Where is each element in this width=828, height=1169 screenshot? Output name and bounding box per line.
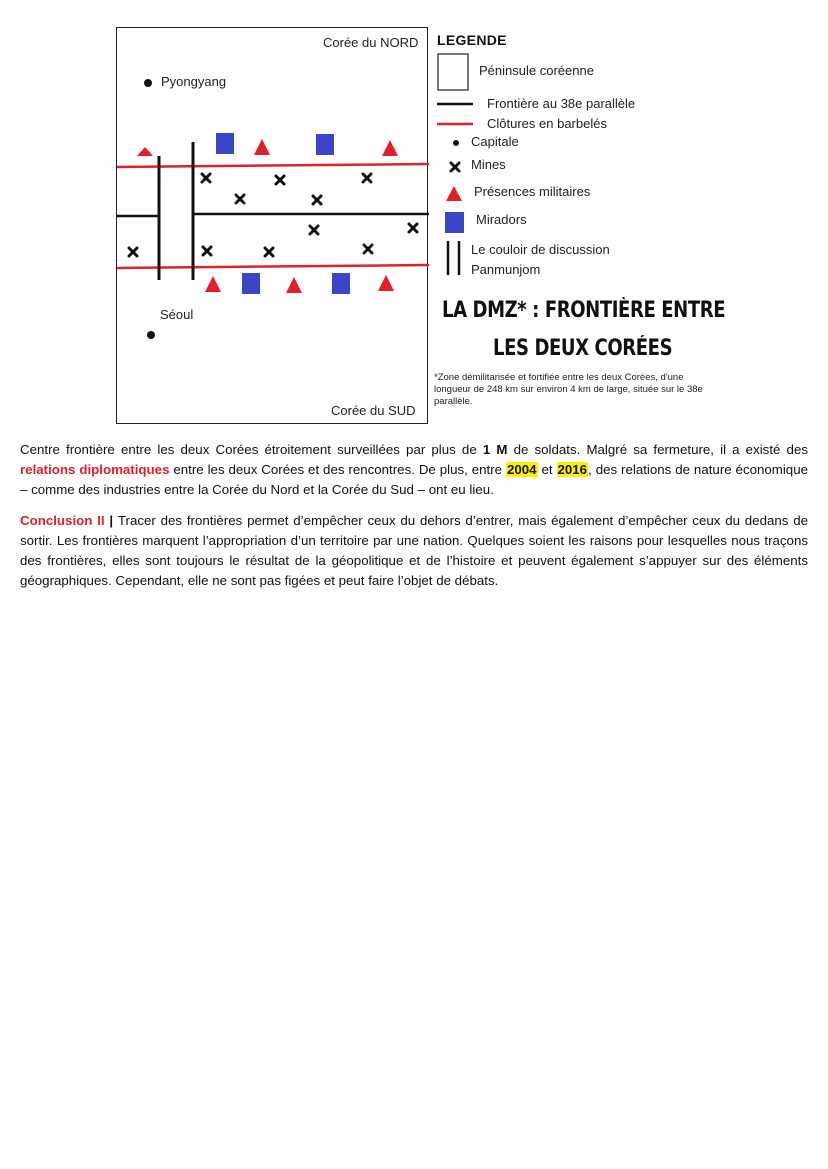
mine-cross-icon	[310, 226, 318, 234]
triangle-icon	[446, 186, 462, 201]
p1-year-2016: 2016	[557, 462, 588, 477]
p1-text-2: de soldats. Malgré sa fermeture, il a existé des	[507, 442, 808, 457]
mine-cross-icon	[202, 174, 210, 182]
paragraph-dmz	[20, 440, 808, 500]
seoul-label: Séoul	[160, 307, 194, 322]
conclusion-label: Conclusion II	[20, 513, 105, 528]
dmz-footnote: *Zone démilitarisée et fortifiée entre les deux Corées, d'une longueur de 248 km sur environ 4 km de large, située sur le 38e parallèle.	[434, 372, 703, 407]
watchtower-square-icon	[216, 133, 234, 154]
legend-item-corridor: Le couloir de discussion	[471, 242, 610, 257]
dmz-title-line2: LES DEUX CORÉES	[493, 336, 673, 361]
fence-north-line	[117, 164, 429, 167]
mine-cross-icon	[236, 195, 244, 203]
pyongyang-label: Pyongyang	[161, 74, 227, 89]
south-korea-label: Corée du SUD	[331, 403, 416, 418]
conclusion-text: Tracer des frontières permet d’empêcher ceux du dehors d’entrer, mais également d’empêcher ceux du dedans de sortir. Les frontières marquent l’appropriation d’un territoire par une nation. Quelques soient les raisons pour lesquelles nous traçons des frontières, elles sont toujours le résultat de la géopolitique et de l’histoire et peuvent également s’appuyer sur des éléments géographiques. Cependant, elle ne sont pas figées et peut faire l’objet de débats.	[20, 513, 808, 588]
cross-icon	[451, 163, 459, 171]
p1-bold-soldiers: 1 M	[482, 442, 508, 457]
mine-cross-icon	[265, 248, 273, 256]
legend-item-mines: Mines	[471, 157, 506, 172]
mine-cross-icon	[129, 248, 137, 256]
watchtower-square-icon	[332, 273, 350, 294]
north-korea-label: Corée du NORD	[323, 35, 419, 50]
paragraph-conclusion	[20, 511, 808, 591]
box-icon	[438, 54, 468, 90]
military-triangle-icon	[205, 276, 221, 292]
military-triangle-icon	[286, 277, 302, 293]
dot-icon	[453, 140, 459, 146]
p1-text-4: et	[537, 462, 557, 477]
fence-south-line	[117, 265, 429, 268]
legend-item-fence: Clôtures en barbelés	[487, 116, 607, 131]
p1-diplomatic-relations: relations diplomatiques	[20, 462, 170, 477]
mine-cross-icon	[203, 247, 211, 255]
p1-text-5: , des relations de nature économique – comme des industries entre la Corée du Nord et la Corée du Sud – ont eu lieu.	[20, 462, 808, 497]
legend-item-military: Présences militaires	[474, 184, 591, 199]
military-triangle-icon	[382, 140, 398, 156]
pyongyang-dot-icon	[144, 79, 152, 87]
korea-map	[116, 27, 428, 424]
mine-cross-icon	[409, 224, 417, 232]
square-icon	[445, 212, 464, 233]
legend-item-border: Frontière au 38e parallèle	[487, 96, 636, 111]
military-triangle-icon	[378, 275, 394, 291]
seoul-dot-icon	[147, 331, 155, 339]
p1-text-1: Centre frontière entre les deux Corées étroitement surveillées par plus de	[20, 442, 483, 457]
legend-item-capital: Capitale	[471, 134, 519, 149]
military-triangle-icon	[137, 147, 153, 156]
legend-item-watchtower: Miradors	[476, 212, 527, 227]
mine-cross-icon	[363, 174, 371, 182]
military-triangle-icon	[254, 139, 270, 155]
conclusion-separator: |	[104, 513, 118, 528]
watchtower-square-icon	[242, 273, 260, 294]
legend-item-peninsula: Péninsule coréenne	[479, 63, 594, 78]
p1-year-2004: 2004	[506, 462, 537, 477]
watchtower-square-icon	[316, 134, 334, 155]
mine-cross-icon	[364, 245, 372, 253]
mine-cross-icon	[313, 196, 321, 204]
dmz-title-line1: LA DMZ* : FRONTIÈRE ENTRE	[442, 298, 726, 323]
p1-text-3: entre les deux Corées et des rencontres. De plus, entre	[169, 462, 506, 477]
mine-cross-icon	[276, 176, 284, 184]
legend	[432, 30, 732, 420]
legend-item-corridor-name: Panmunjom	[471, 262, 541, 277]
legend-title: LEGENDE	[437, 32, 507, 48]
